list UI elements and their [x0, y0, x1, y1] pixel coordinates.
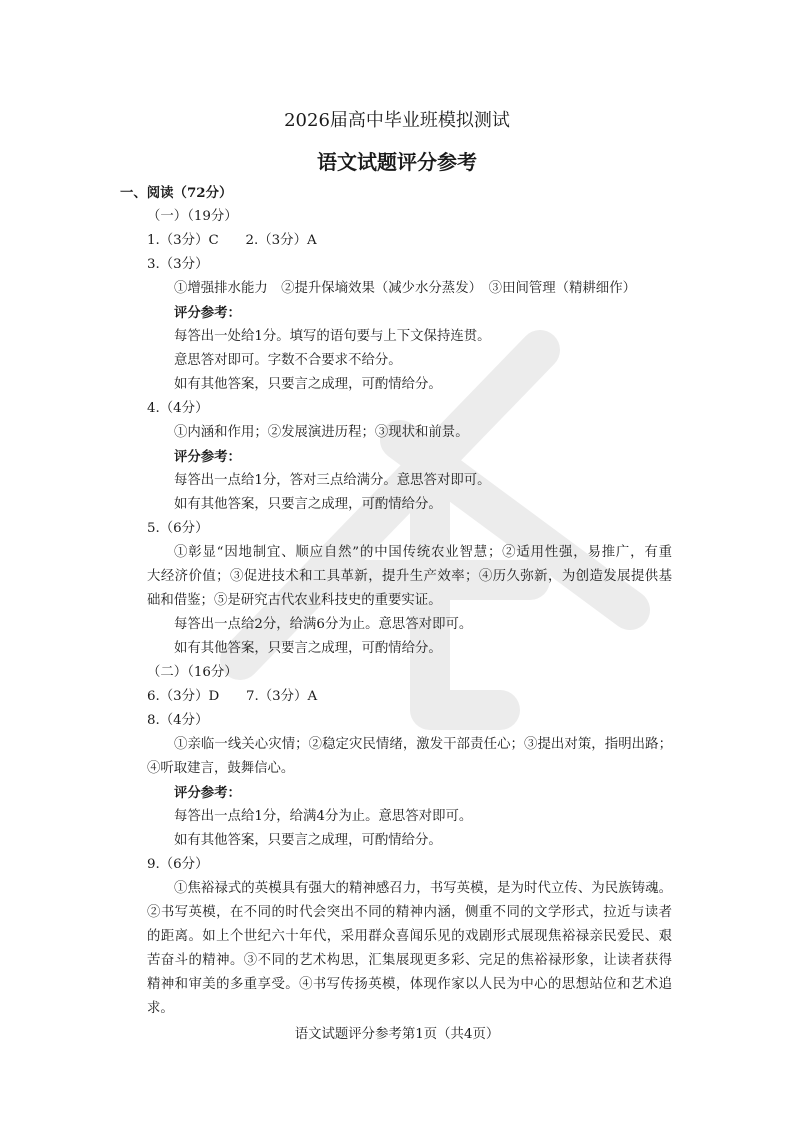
part-two-heading: （二）（16分） [147, 665, 238, 680]
q5-answer-line: 大经济价值；③促进技术和工具革新，提升生产效率；④历久弥新，为创造发展提供基 [147, 569, 672, 584]
q9-answer-line: 求。 [147, 1001, 174, 1016]
q4-label: 4.（4分） [147, 401, 209, 416]
q4-answer: ①内涵和作用；②发展演进历程；③现状和前景。 [174, 425, 469, 440]
q3-label: 3.（3分） [147, 257, 209, 272]
q5-label: 5.（6分） [147, 521, 209, 536]
q4-note: 如有其他答案，只要言之成理，可酌情给分。 [174, 497, 442, 512]
q8-label: 8.（4分） [147, 713, 209, 728]
q9-label: 9.（6分） [147, 857, 209, 872]
q5-note: 如有其他答案，只要言之成理，可酌情给分。 [174, 641, 442, 656]
q5-note: 每答出一点给2分，给满6分为止。意思答对即可。 [174, 617, 473, 632]
document-subtitle: 语文试题评分参考 [317, 150, 477, 174]
q4-note: 每答出一点给1分，答对三点给满分。意思答对即可。 [174, 473, 491, 488]
q9-answer-line: 精神和审美的多重享受。④书写传扬英模，体现作家以人民为中心的思想站位和艺术追 [147, 977, 672, 992]
q1-q2-answers: 1.（3分）C 2.（3分）A [147, 233, 317, 248]
q4-scoring-label: 评分参考： [174, 449, 241, 465]
q5-answer-line: ①彰显“因地制宜、顺应自然”的中国传统农业智慧；②适用性强，易推广，有重 [174, 545, 672, 560]
q8-note: 每答出一点给1分，给满4分为止。意思答对即可。 [174, 809, 473, 824]
exam-title: 2026届高中毕业班模拟测试 [284, 110, 510, 131]
q8-answer-line: ④听取建言，鼓舞信心。 [147, 761, 295, 776]
q3-note: 如有其他答案，只要言之成理，可酌情给分。 [174, 377, 442, 392]
q3-note: 每答出一处给1分。填写的语句要与上下文保持连贯。 [174, 329, 491, 344]
q8-answer-line: ①亲临一线关心灾情；②稳定灾民情绪，激发干部责任心；③提出对策，指明出路； [174, 737, 672, 752]
part-one-heading: （一）（19分） [147, 209, 238, 224]
q3-note: 意思答对即可。字数不合要求不给分。 [174, 353, 402, 368]
q6-q7-answers: 6.（3分）D 7.（3分）A [147, 689, 318, 704]
q9-answer-line: 苦奋斗的精神。③不同的艺术构思，汇集展现更多彩、完足的焦裕禄形象，让读者获得 [147, 953, 672, 968]
q9-answer-line: 的距离。如上个世纪六十年代，采用群众喜闻乐见的戏剧形式展现焦裕禄亲民爱民、艰 [147, 929, 672, 944]
q9-answer-line: ①焦裕禄式的英模具有强大的精神感召力，书写英模，是为时代立传、为民族铸魂。 [174, 881, 672, 896]
q8-scoring-label: 评分参考： [174, 785, 241, 801]
page-footer: 语文试题评分参考第1页（共4页） [294, 1027, 500, 1042]
q5-answer-line: 础和借鉴；⑤是研究古代农业科技史的重要实证。 [147, 593, 442, 608]
q9-answer-line: ②书写英模，在不同的时代会突出不同的精神内涵，侧重不同的文学形式，拉近与读者 [147, 905, 672, 920]
q3-scoring-label: 评分参考： [174, 305, 241, 321]
q3-answer: ①增强排水能力 ②提升保墒效果（减少水分蒸发） ③田间管理（精耕细作） [174, 281, 636, 296]
section-heading: 一、阅读（72分） [120, 185, 233, 201]
q8-note: 如有其他答案，只要言之成理，可酌情给分。 [174, 833, 442, 848]
